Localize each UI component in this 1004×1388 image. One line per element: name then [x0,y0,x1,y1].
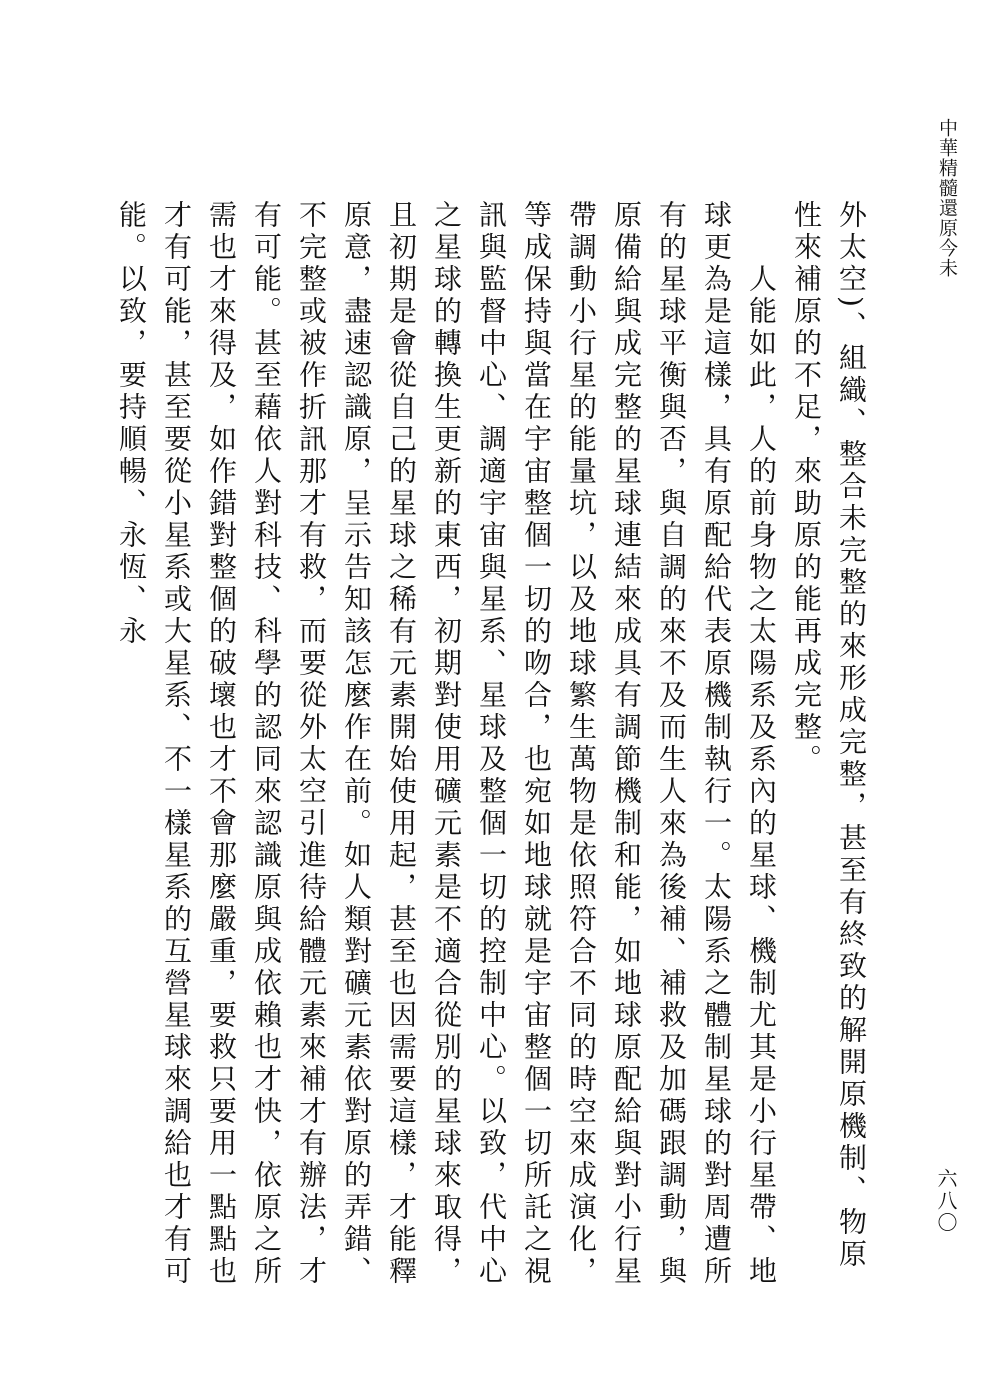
paragraph: 人能如此，人的前身物之太陽系及系內的星球、機制尤其是小行星帶、地球更為是這樣，具有原配給代表原機制執行一。太陽系之體制星球的對周遭所有的星球平衡與否，與自調的來不及而生人來為後補、補救及加碼跟調動，與原備給與成完整的星球連結來成具有調節機制和能，如地球原配給與對小行星帶調動小行星的能量坑，以及地球繁生萬物是依照符合不同的時空來成演化，等成保持與當在宇宙整個一切的吻合，也宛如地球就是宇宙整個一切所託之視訊與監督中心、調適宇宙與星系、星球及整個一切的控制中心。以致，代中心之星球的轉換生更新的東西，初期對使用礦元素是不適合從別的星球來取得，且初期是會從自己的星球之稀有元素開始使用起，甚至也因需要這樣，才能釋原意，盡速認識原，呈示告知該怎麼作在前。如人類對礦元素依對原的弄錯、不完整或被作折訊那才有救，而要從外太空引進待給體元素來補才有辦法，才有可能。甚至藉依人對科技、科學的認同來認識原與成依賴也才快，依原之所需也才來得及，如作錯對整個的破壞也才不會那麼嚴重，要救只要用一點點也才有可能，甚至要從小星系或大星系、不一樣星系的互營星球來調給也才有可能。以致，要持順暢、永恆、永 [115,200,778,1289]
page-number: 六八〇 [934,1168,958,1234]
vertical-body-text [115,200,874,1300]
paragraph-continued: 外太空)、組織、整合未完整的來形成完整，甚至有終致的解開原機制、物原性來補原的不足，來助原的能再成完整。 [790,200,868,1271]
running-header-title: 中華精髓還原今未 [936,118,958,278]
